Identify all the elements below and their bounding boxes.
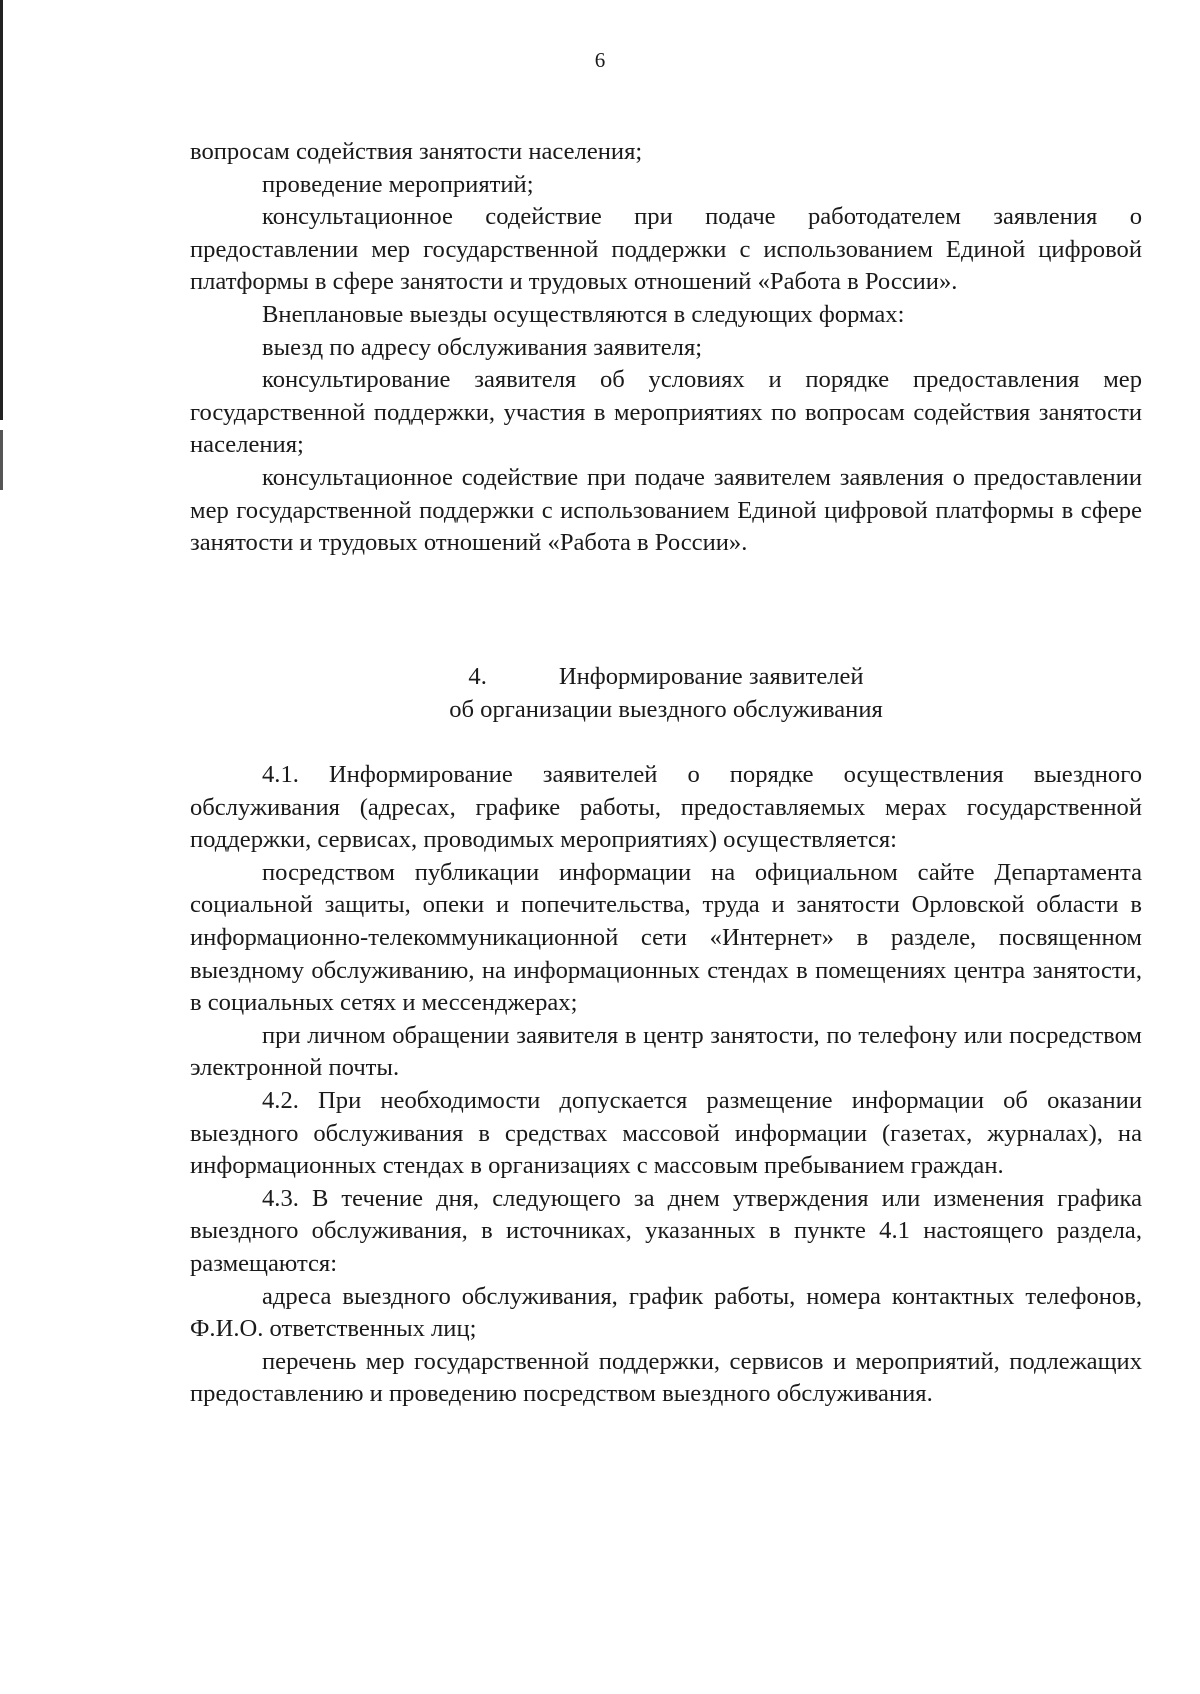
paragraph: 4.3. В течение дня, следующего за днем утверждения или изменения графика выездного обслуживания, в источниках, указанных в пункте 4.1 настоящего раздела, размещаются: <box>190 1184 1142 1277</box>
paragraph: при личном обращении заявителя в центр занятости, по телефону или посредством электронной почты. <box>190 1021 1142 1082</box>
paragraph: Внеплановые выезды осуществляются в следующих формах: <box>262 300 905 328</box>
paragraph: консультационное содействие при подаче заявителем заявления о предоставлении мер государственной поддержки с использованием Единой цифровой платформы в сфере занятости и трудовых отношений «Работа в России». <box>190 463 1142 557</box>
paragraph: посредством публикации информации на официальном сайте Департамента социальной защиты, опеки и попечительства, труда и занятости Орловской области в информационно-телекоммуникационной сети «Интернет» в разделе, посвященном выездному обслуживанию, на информационных стендах в помещениях центра занятости, в социальных сетях и мессенджерах; <box>190 858 1142 1017</box>
section-title-line-2: об организации выездного обслуживания <box>449 695 883 723</box>
paragraph: проведение мероприятий; <box>262 170 534 198</box>
body-text-block-1 <box>190 136 1142 560</box>
section-heading <box>190 661 1142 726</box>
paragraph: вопросам содействия занятости населения; <box>190 138 643 165</box>
paragraph: выезд по адресу обслуживания заявителя; <box>262 333 703 361</box>
section-number: 4. <box>468 663 487 690</box>
body-text-block-2 <box>190 759 1142 1411</box>
section-title-line-1: Информирование заявителей <box>558 663 864 690</box>
paragraph: перечень мер государственной поддержки, сервисов и мероприятий, подлежащих предоставлению и проведению посредством выездного обслуживания. <box>190 1347 1142 1408</box>
paragraph: 4.2. При необходимости допускается размещение информации об оказании выездного обслуживания в средствах массовой информации (газетах, журналах), на информационных стендах в организациях с массовым пребыванием граждан. <box>190 1086 1142 1180</box>
paragraph: адреса выездного обслуживания, график работы, номера контактных телефонов, Ф.И.О. ответственных лиц; <box>190 1282 1142 1343</box>
page-number: 6 <box>594 48 606 72</box>
section-heading-line-1 <box>190 661 1142 694</box>
paragraph: консультирование заявителя об условиях и порядке предоставления мер государственной поддержки, участия в мероприятиях по вопросам содействия занятости населения; <box>190 366 1142 459</box>
paragraph: 4.1. Информирование заявителей о порядке осуществления выездного обслуживания (адресах, графике работы, предоставляемых мерах государственной поддержки, сервисах, проводимых мероприятиях) осуществляется: <box>190 761 1142 854</box>
scan-edge-mark-lower <box>0 430 3 490</box>
paragraph: консультационное содействие при подаче работодателем заявления о предоставлении мер государственной поддержки с использованием Единой цифровой платформы в сфере занятости и трудовых отношений «Работа в России». <box>190 203 1142 296</box>
